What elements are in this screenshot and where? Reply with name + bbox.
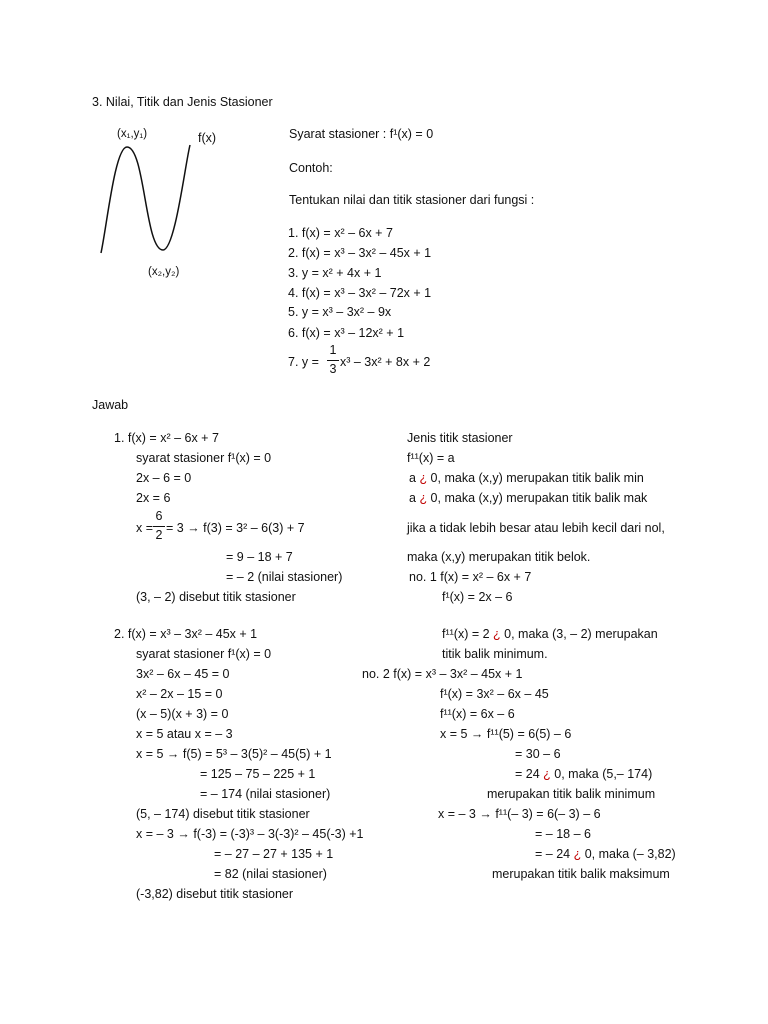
greater-than-symbol: ¿ <box>493 627 501 641</box>
types-line: f¹(x) = 2x – 6 <box>442 590 513 604</box>
types-line: f¹¹(x) = 2 <box>442 627 494 641</box>
sol2-line: (5, – 174) disebut titik stasioner <box>136 807 310 821</box>
problem-2: 2. f(x) = x³ – 3x² – 45x + 1 <box>288 246 432 260</box>
sol2-line: x = 5 atau x = – 3 <box>136 727 233 741</box>
sol2-line: 2. f(x) = x³ – 3x² – 45x + 1 <box>114 627 258 641</box>
types-line: a <box>409 471 420 485</box>
less-than-symbol: ¿ <box>573 847 582 861</box>
graph-point1-label: (x₁,y₁) <box>117 128 148 140</box>
sol1-line: 1. f(x) = x² – 6x + 7 <box>114 431 219 445</box>
sol2-line: syarat stasioner f¹(x) = 0 <box>136 647 272 661</box>
types-line: 0, maka (x,y) merupakan titik balik min <box>427 471 644 485</box>
sol1-line: (3, – 2) disebut titik stasioner <box>136 590 296 604</box>
problem-5: 5. y = x³ – 3x² – 9x <box>288 305 392 319</box>
sol2-line: x = – 3 → f(-3) = (-3)³ – 3(-3)² – 45(-3) +1 <box>136 827 364 841</box>
problem-7-prefix: 7. y = <box>288 355 319 369</box>
sol1-line: 2x = 6 <box>136 491 171 505</box>
types-line: 0, maka (3, – 2) merupakan <box>500 627 658 641</box>
function-curve <box>101 145 190 253</box>
no2-line: = 24 <box>515 767 544 781</box>
no2-line: x = – 3 → f¹¹(– 3) = 6(– 3) – 6 <box>438 807 601 821</box>
no2-line: merupakan titik balik minimum <box>487 787 656 801</box>
sol1-line: 2x – 6 = 0 <box>136 471 192 485</box>
instruction-text: Tentukan nilai dan titik stasioner dari fungsi : <box>289 193 535 207</box>
no2-min-row <box>515 767 652 782</box>
graph-point2-label: (x₂,y₂) <box>148 266 180 278</box>
problem-4: 4. f(x) = x³ – 3x² – 72x + 1 <box>288 286 432 300</box>
problem-7-frac-den: 3 <box>329 362 337 376</box>
types-line: a <box>409 491 420 505</box>
types-line: no. 1 f(x) = x² – 6x + 7 <box>409 570 532 584</box>
sol1-line: = 3 → f(3) = 3² – 6(3) + 7 <box>166 521 305 535</box>
problem-7-frac-num: 1 <box>329 343 337 357</box>
types-line: jika a tidak lebih besar atau lebih kecil dari nol, <box>407 521 665 535</box>
example-heading: Contoh: <box>289 161 333 175</box>
function-graph <box>95 125 205 270</box>
sol2-line: = – 27 – 27 + 135 + 1 <box>214 847 334 861</box>
graph-curve-label: f(x) <box>198 131 217 145</box>
types-line: maka (x,y) merupakan titik belok. <box>407 550 591 564</box>
no2-line: = – 24 <box>535 847 574 861</box>
sol2-line: = – 174 (nilai stasioner) <box>200 787 331 801</box>
sol2-line: (-3,82) disebut titik stasioner <box>136 887 294 901</box>
no2-line: = – 18 – 6 <box>535 827 591 841</box>
no2-line: 0, maka (5,– 174) <box>550 767 653 781</box>
problem-7-frac-bar <box>327 360 339 361</box>
no2-line: f¹(x) = 3x² – 6x – 45 <box>440 687 549 701</box>
answer-heading: Jawab <box>92 398 129 412</box>
types-heading: Jenis titik stasioner <box>407 431 513 445</box>
sol1-frac-bar <box>153 526 165 527</box>
no2-line: f¹¹(x) = 6x – 6 <box>440 707 515 721</box>
types-conclusion-row <box>442 627 658 642</box>
sol2-line: = 125 – 75 – 225 + 1 <box>200 767 316 781</box>
problem-1: 1. f(x) = x² – 6x + 7 <box>288 226 393 240</box>
sol1-line: = 9 – 18 + 7 <box>226 550 293 564</box>
sol2-line: x = 5 → f(5) = 5³ – 3(5)² – 45(5) + 1 <box>136 747 332 761</box>
types-line: f¹¹(x) = a <box>407 451 455 465</box>
types-max-row <box>409 491 647 506</box>
types-min-row <box>409 471 644 486</box>
sol2-line: 3x² – 6x – 45 = 0 <box>136 667 230 681</box>
less-than-symbol: ¿ <box>419 491 428 505</box>
no2-line: = 30 – 6 <box>515 747 561 761</box>
sol1-frac-den: 2 <box>155 528 163 542</box>
sol2-line: (x – 5)(x + 3) = 0 <box>136 707 229 721</box>
types-line: 0, maka (x,y) merupakan titik balik mak <box>427 491 648 505</box>
no2-line: no. 2 f(x) = x³ – 3x² – 45x + 1 <box>362 667 523 681</box>
greater-than-symbol: ¿ <box>543 767 551 781</box>
no2-line: merupakan titik balik maksimum <box>492 867 670 881</box>
problem-7-rest: x³ – 3x² + 8x + 2 <box>340 355 431 369</box>
sol1-line: syarat stasioner f¹(x) = 0 <box>136 451 272 465</box>
no2-max-row <box>535 847 676 862</box>
types-line: titik balik minimum. <box>442 647 548 661</box>
sol1-line: = – 2 (nilai stasioner) <box>226 570 343 584</box>
sol2-line: = 82 (nilai stasioner) <box>214 867 327 881</box>
no2-line: x = 5 → f¹¹(5) = 6(5) – 6 <box>440 727 572 741</box>
sol2-line: x² – 2x – 15 = 0 <box>136 687 223 701</box>
stationary-condition: Syarat stasioner : f¹(x) = 0 <box>289 127 434 141</box>
section-title: 3. Nilai, Titik dan Jenis Stasioner <box>92 95 273 109</box>
greater-than-symbol: ¿ <box>419 471 428 485</box>
no2-line: 0, maka (– 3,82) <box>581 847 676 861</box>
problem-3: 3. y = x² + 4x + 1 <box>288 266 382 280</box>
sol1-line: x = <box>136 521 154 535</box>
sol1-frac-num: 6 <box>155 509 163 523</box>
problem-6: 6. f(x) = x³ – 12x² + 1 <box>288 326 405 340</box>
